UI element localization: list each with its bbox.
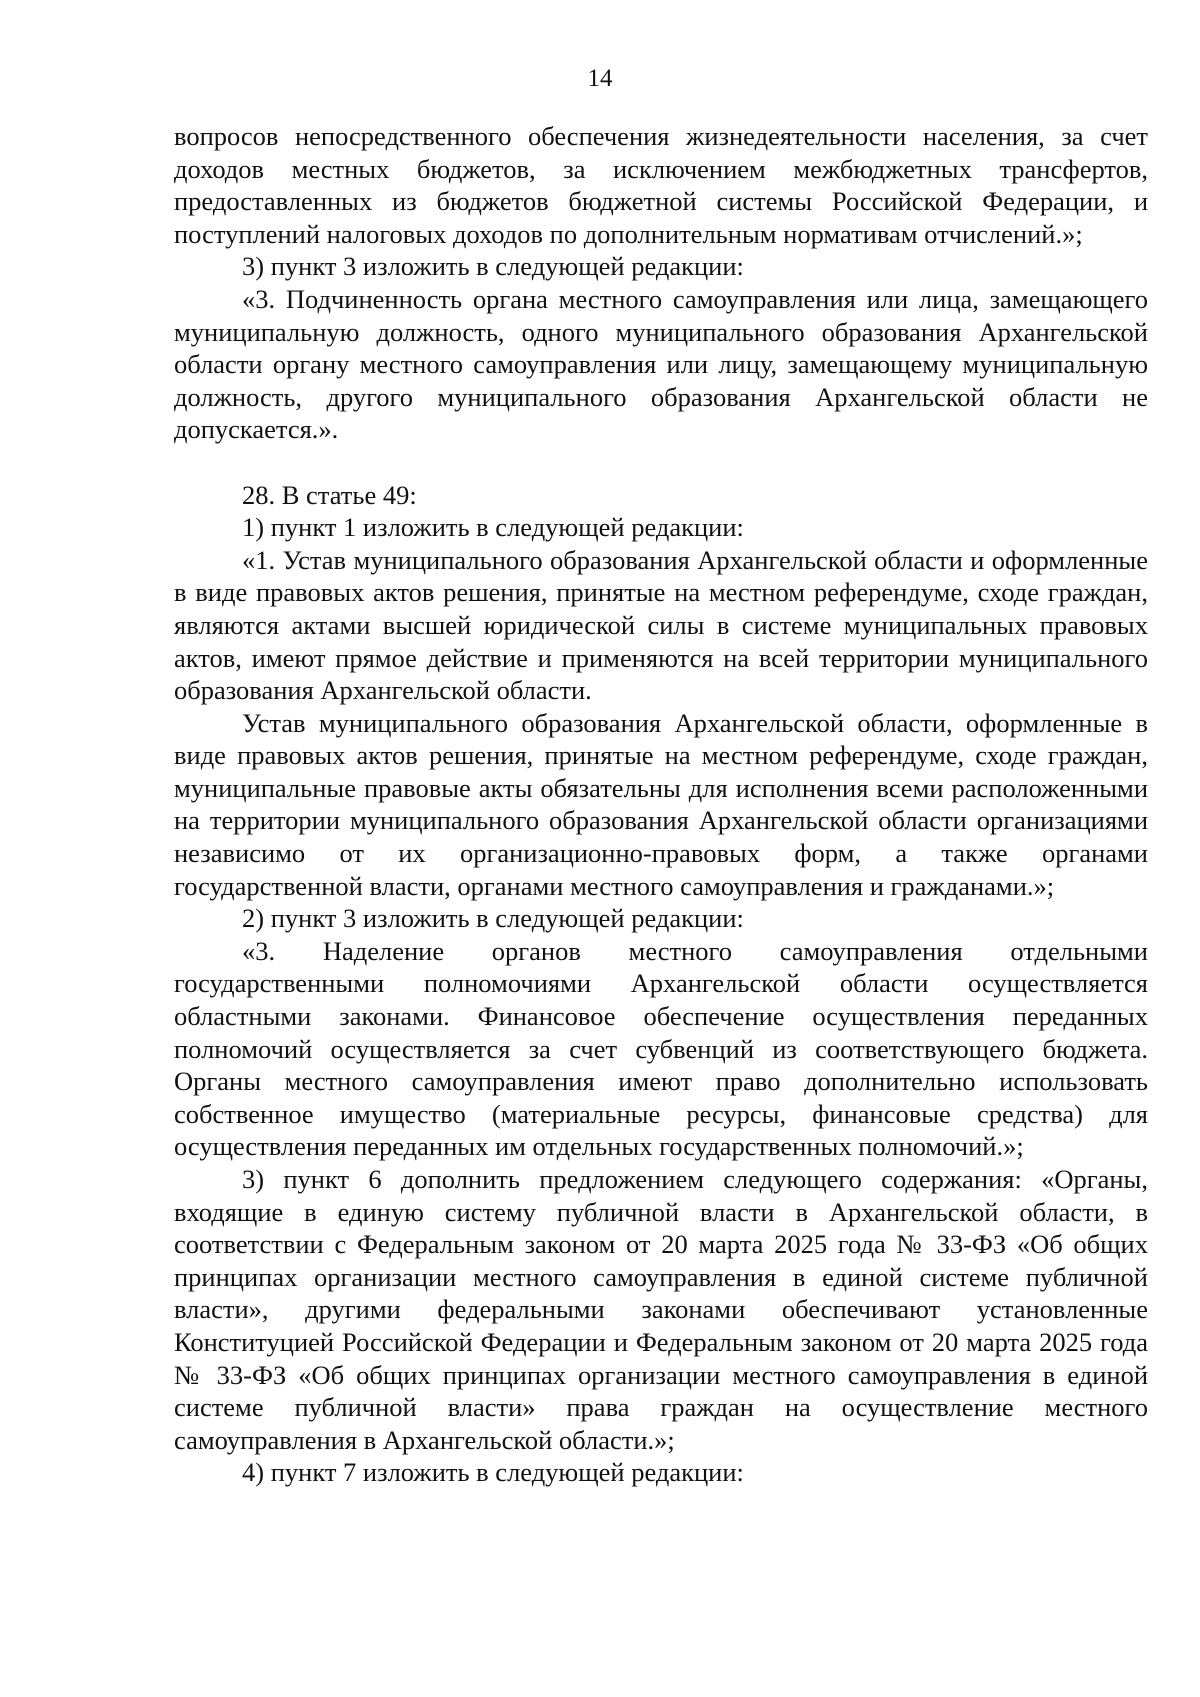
page-number: 14 <box>587 65 613 92</box>
paragraph-item-6: 3) пункт 6 дополнить предложением следующего содержания: «Органы, входящие в единую систему публичной власти в Архангельской области, в соответствии с Федеральным законом от 20 марта 2025 года № 33-ФЗ «Об общих принципах организации местного самоуправления в единой системе публичной власти», другими федеральными законами обеспечивают установленные Конституцией Российской Федерации и Федеральным законом от 20 марта 2025 года № 33-ФЗ «Об общих принципах организации местного самоуправления в единой системе публичной власти» права граждан на осуществление местного самоуправления в Архангельской области.»; <box>174 1164 1148 1455</box>
paragraph-item-1: 1) пункт 1 изложить в следующей редакции: <box>242 512 744 543</box>
paragraph-quote-1: «1. Устав муниципального образования Архангельской области и оформленные в виде правовых актов решения, принятые на местном референдуме, сходе граждан, являются актами высшей юридической силы в системе муниципальных правовых актов, имеют прямое действие и применяются на всей территории муниципального образования Архангельской области. <box>174 544 1148 706</box>
paragraph-item-7: 4) пункт 7 изложить в следующей редакции: <box>242 1457 744 1488</box>
paragraph-continuation: вопросов непосредственного обеспечения жизнедеятельности населения, за счет доходов местных бюджетов, за исключением межбюджетных трансфертов, предоставленных из бюджетов бюджетной системы Российской Федерации, и поступлений налоговых доходов по дополнительным нормативам отчислений.»; <box>174 121 1148 249</box>
paragraph-article-28: 28. В статье 49: <box>242 479 417 510</box>
paragraph-item-2: 2) пункт 3 изложить в следующей редакции: <box>242 903 744 934</box>
paragraph-quote-delegation: «3. Наделение органов местного самоуправления отдельными государственными полномочиями Архангельской области осуществляется областными законами. Финансовое обеспечение осуществления переданных полномочий осуществляется за счет субвенций из соответствующего бюджета. Органы местного самоуправления имеют право дополнительно использовать собственное имущество (материальные ресурсы, финансовые средства) для осуществления переданных им отдельных государственных полномочий.»; <box>174 935 1148 1162</box>
paragraph-quote-3: «3. Подчиненность органа местного самоуправления или лица, замещающего муниципальную должность, одного муниципального образования Архангельской области органу местного самоуправления или лицу, замещающему муниципальную должность, другого муниципального образования Архангельской области не допускается.». <box>174 283 1148 445</box>
document-body <box>174 120 1148 1489</box>
paragraph-item-3: 3) пункт 3 изложить в следующей редакции: <box>242 251 744 282</box>
paragraph-charter: Устав муниципального образования Архангельской области, оформленные в виде правовых актов решения, принятые на местном референдуме, сходе граждан, муниципальные правовые акты обязательны для исполнения всеми расположенными на территории муниципального образования Архангельской области организациями независимо от их организационно-правовых форм, а также органами государственной власти, органами местного самоуправления и гражданами.»; <box>174 707 1148 901</box>
